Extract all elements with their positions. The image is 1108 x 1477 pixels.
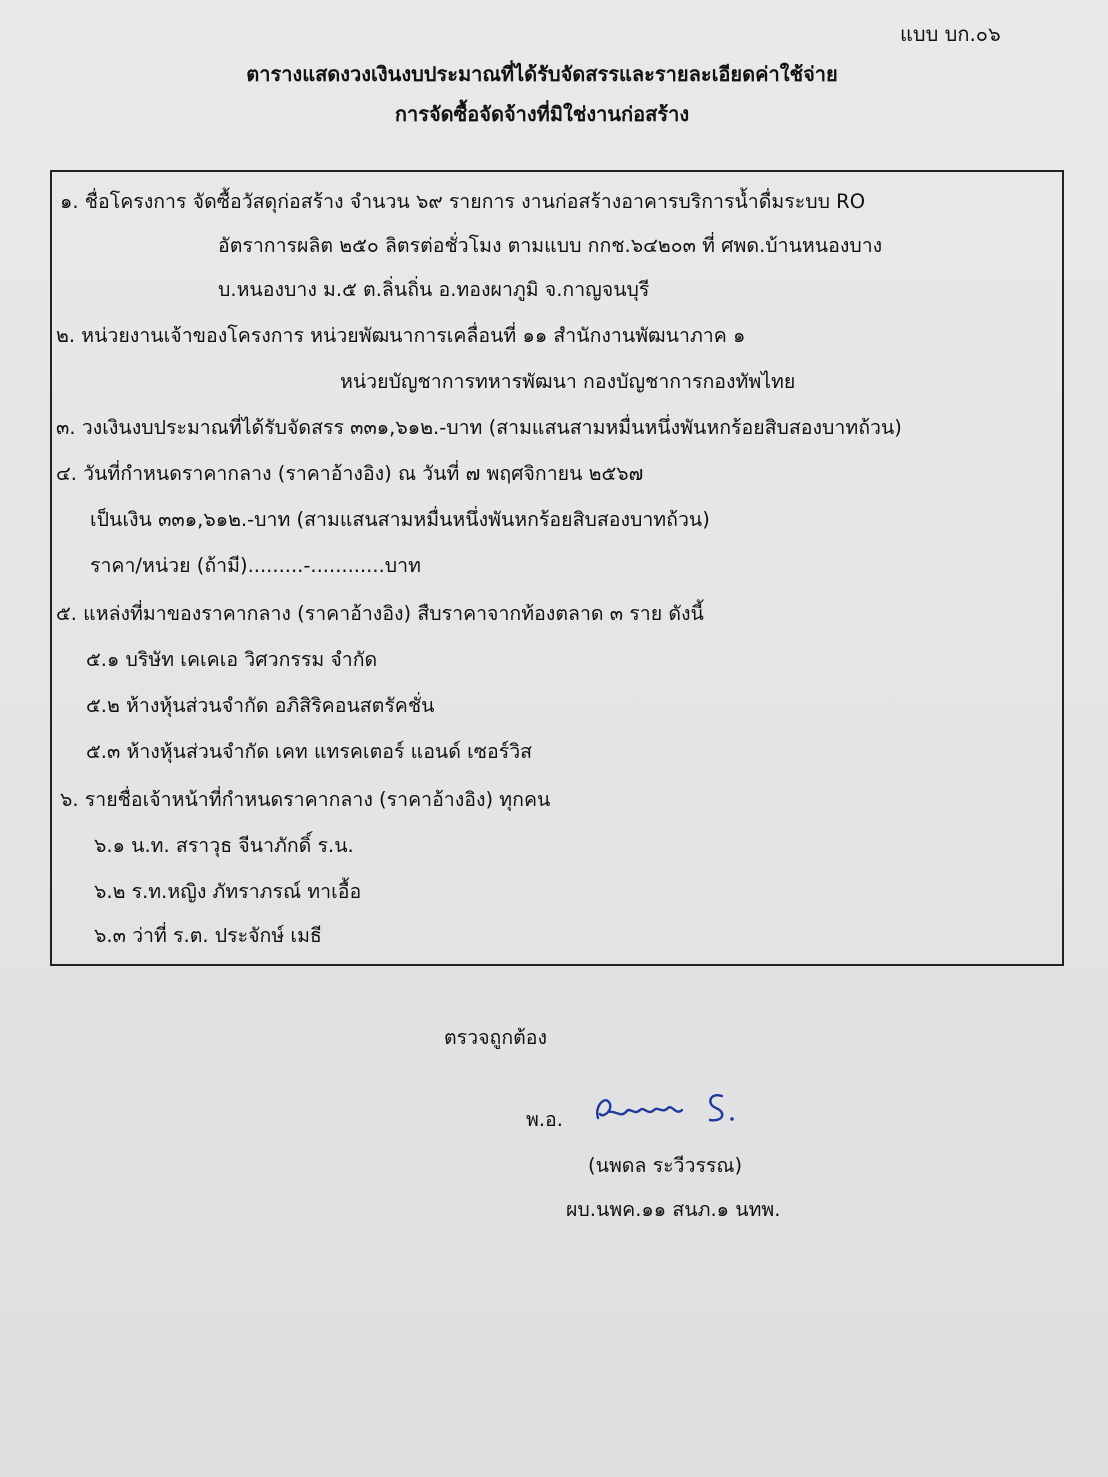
item1-line2: อัตราการผลิต ๒๕๐ ลิตรต่อชั่วโมง ตามแบบ กกช.๖๔๒๐๓ ที่ ศพด.บ้านหนองบาง (218, 234, 883, 257)
signer-position: ผบ.นพค.๑๑ สนภ.๑ นทพ. (566, 1198, 781, 1221)
signer-name: (นพดล ระวีวรรณ) (588, 1154, 743, 1177)
item2-line2: หน่วยบัญชาการทหารพัฒนา กองบัญชาการกองทัพไทย (340, 370, 796, 393)
item5-2: ๕.๒ ห้างหุ้นส่วนจำกัด อภิสิริคอนสตรัคชั่น (86, 694, 435, 717)
item3-budget: ๓. วงเงินงบประมาณที่ได้รับจัดสรร ๓๓๑,๖๑๒.-บาท (สามแสนสามหมื่นหนึ่งพันหกร้อยสิบสองบาทถ้วน) (56, 416, 902, 439)
item4-line3: ราคา/หน่วย (ถ้ามี).........-............บาท (90, 554, 421, 577)
item4-line2: เป็นเงิน ๓๓๑,๖๑๒.-บาท (สามแสนสามหมื่นหนึ่งพันหกร้อยสิบสองบาทถ้วน) (90, 508, 710, 531)
form-code: แบบ บก.๐๖ (900, 22, 1001, 46)
item6-3: ๖.๓ ว่าที่ ร.ต. ประจักษ์ เมธี (94, 924, 322, 947)
item5-3: ๕.๓ ห้างหุ้นส่วนจำกัด เคท แทรคเตอร์ แอนด์ เซอร์วิส (86, 740, 533, 763)
document-title-line2: การจัดซื้อจัดจ้างที่มิใช่งานก่อสร้าง (394, 102, 690, 126)
verified-label: ตรวจถูกต้อง (444, 1026, 548, 1049)
item6-1: ๖.๑ น.ท. สราวุธ จีนาภักดิ์ ร.น. (94, 834, 354, 857)
signer-rank: พ.อ. (526, 1108, 563, 1131)
item2-line1: ๒. หน่วยงานเจ้าของโครงการ หน่วยพัฒนาการเคลื่อนที่ ๑๑ สำนักงานพัฒนาภาค ๑ (56, 324, 746, 347)
item6-2: ๖.๒ ร.ท.หญิง ภัทราภรณ์ ทาเอื้อ (94, 880, 362, 903)
item4-line1: ๔. วันที่กำหนดราคากลาง (ราคาอ้างอิง) ณ วันที่ ๗ พฤศจิกายน ๒๕๖๗ (56, 462, 644, 485)
item1-line1: ๑. ชื่อโครงการ จัดซื้อวัสดุก่อสร้าง จำนวน ๖๙ รายการ งานก่อสร้างอาคารบริการน้ำดื่มระบบ RO (60, 190, 866, 213)
item1-line3: บ.หนองบาง ม.๕ ต.ลิ่นถิ่น อ.ทองผาภูมิ จ.กาญจนบุรี (218, 278, 650, 301)
item5-1: ๕.๑ บริษัท เคเคเอ วิศวกรรม จำกัด (86, 648, 378, 671)
item6-heading: ๖. รายชื่อเจ้าหน้าที่กำหนดราคากลาง (ราคาอ้างอิง) ทุกคน (60, 788, 551, 811)
item5-heading: ๕. แหล่งที่มาของราคากลาง (ราคาอ้างอิง) สืบราคาจากท้องตลาด ๓ ราย ดังนี้ (56, 602, 704, 625)
handwritten-signature (590, 1088, 760, 1132)
document-title-line1: ตารางแสดงวงเงินงบประมาณที่ได้รับจัดสรรและรายละเอียดค่าใช้จ่าย (246, 62, 838, 86)
